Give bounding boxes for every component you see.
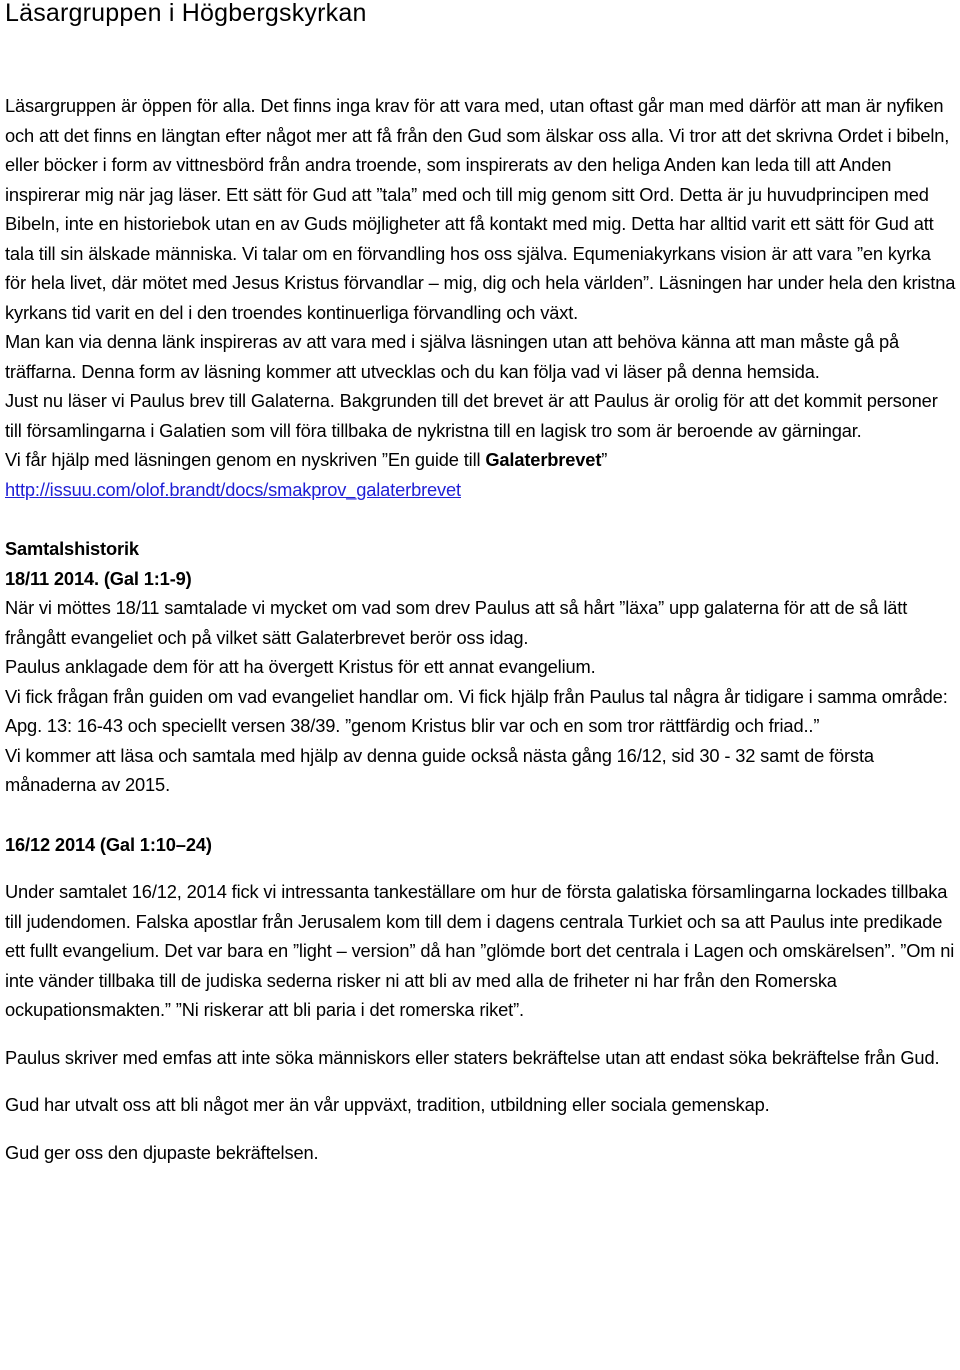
document-body <box>5 91 956 1167</box>
session2-heading: 16/12 2014 (Gal 1:10–24) <box>5 833 212 855</box>
guide-link[interactable]: http://issuu.com/olof.brandt/docs/smakprov_galaterbrevet <box>5 478 461 500</box>
guide-book-title: Galaterbrevet <box>485 449 602 470</box>
session1-paragraph: Vi kommer att läsa och samtala med hjälp av denna guide också nästa gång 16/12, sid 30 - 32 samt de första månaderna av 2015. <box>5 744 874 795</box>
intro-paragraph: Läsargruppen är öppen för alla. Det finns inga krav för att vara med, utan oftast går man med därför att man är nyfiken och att det finns en längtan efter något mer att få från den Gud som älskar oss alla. Vi tror att det skrivna Ordet i bibeln, eller böcker i form av vittnesbörd från andra troende, som inspirerats av den heliga Anden kan leda till att Anden inspirerar mig när jag läser. Ett sätt för Gud att ”tala” med och till mig genom sitt Ord. Detta är ju huvudprincipen med Bibeln, inte en historiebok utan en av Guds möjligheter att få kontakt med mig. Detta har alltid varit ett sätt för Gud att tala till sin älskade människa. Vi talar om en förvandling hos oss själva. Equmeniakyrkans vision är att vara ”en kyrka för hela livet, där mötet med Jesus Kristus förvandlar – mig, dig och hela världen”. Läsningen har under hela den kristna kyrkans tid varit en del i den troendes kontinuerliga förvandling och växt. <box>5 95 956 323</box>
spacer <box>5 800 956 830</box>
link-info-paragraph: Man kan via denna länk inspireras av att vara med i själva läsningen utan att behöva känna att man måste gå på träffarna. Denna form av läsning kommer att utvecklas och du kan följa vad vi läser på denna hemsida. <box>5 331 900 382</box>
guide-suffix: ” <box>601 449 608 470</box>
session1-paragraph: Paulus anklagade dem för att ha övergett Kristus för ett annat evangelium. <box>5 656 596 677</box>
session1-heading: 18/11 2014. (Gal 1:1-9) <box>5 567 192 589</box>
spacer <box>5 504 956 534</box>
session2-paragraph: Paulus skriver med emfas att inte söka människors eller staters bekräftelse utan att endast söka bekräftelse från Gud. <box>5 1046 940 1068</box>
session1-paragraph: Vi fick frågan från guiden om vad evangeliet handlar om. Vi fick hjälp från Paulus tal några år tidigare i samma område: Apg. 13: 16-43 och speciellt versen 38/39. ”genom Kristus blir var och en som tror rättfärdig och friad..” <box>5 685 948 736</box>
session2-paragraph: Gud har utvalt oss att bli något mer än vår uppväxt, tradition, utbildning eller sociala gemenskap. <box>5 1094 770 1115</box>
guide-paragraph <box>5 445 956 475</box>
session2-paragraph: Gud ger oss den djupaste bekräftelsen. <box>5 1141 319 1163</box>
guide-prefix: Vi får hjälp med läsningen genom en nyskriven ”En guide till <box>5 449 486 470</box>
session2-paragraph: Under samtalet 16/12, 2014 fick vi intressanta tankeställare om hur de första galatiska församlingarna lockades tillbaka till judendomen. Falska apostlar från Jerusalem kom till dem i dagens centrala Turkiet och sa att Paulus inte predikade ett fullt evangelium. Det var bara en ”light – version” då han ”glömde bort det centrala i Lagen och omskärelsen”. ”Om ni inte vänder tillbaka till de judiska sederna risker ni att bli av med alla de friheter ni har från den Romerska ockupationsmakten.” ”Ni riskerar att bli paria i det romerska riket”. <box>5 881 955 1020</box>
galatians-background-paragraph: Just nu läser vi Paulus brev till Galaterna. Bakgrunden till det brevet är att Paulus är orolig för att det kommit personer till församlingarna i Galatien som vill föra tillbaka de nykristna till en lagisk tro som är beroende av gärningar. <box>5 390 938 441</box>
session1-paragraph: När vi möttes 18/11 samtalade vi mycket om vad som drev Paulus att så hårt ”läxa” upp galaterna för att de så lätt frångått evangeliet och på vilket sätt Galaterbrevet berör oss idag. <box>5 597 908 648</box>
guide-link-line <box>5 475 956 505</box>
history-heading: Samtalshistorik <box>5 538 139 559</box>
page-title: Läsargruppen i Högbergskyrkan <box>5 0 367 27</box>
